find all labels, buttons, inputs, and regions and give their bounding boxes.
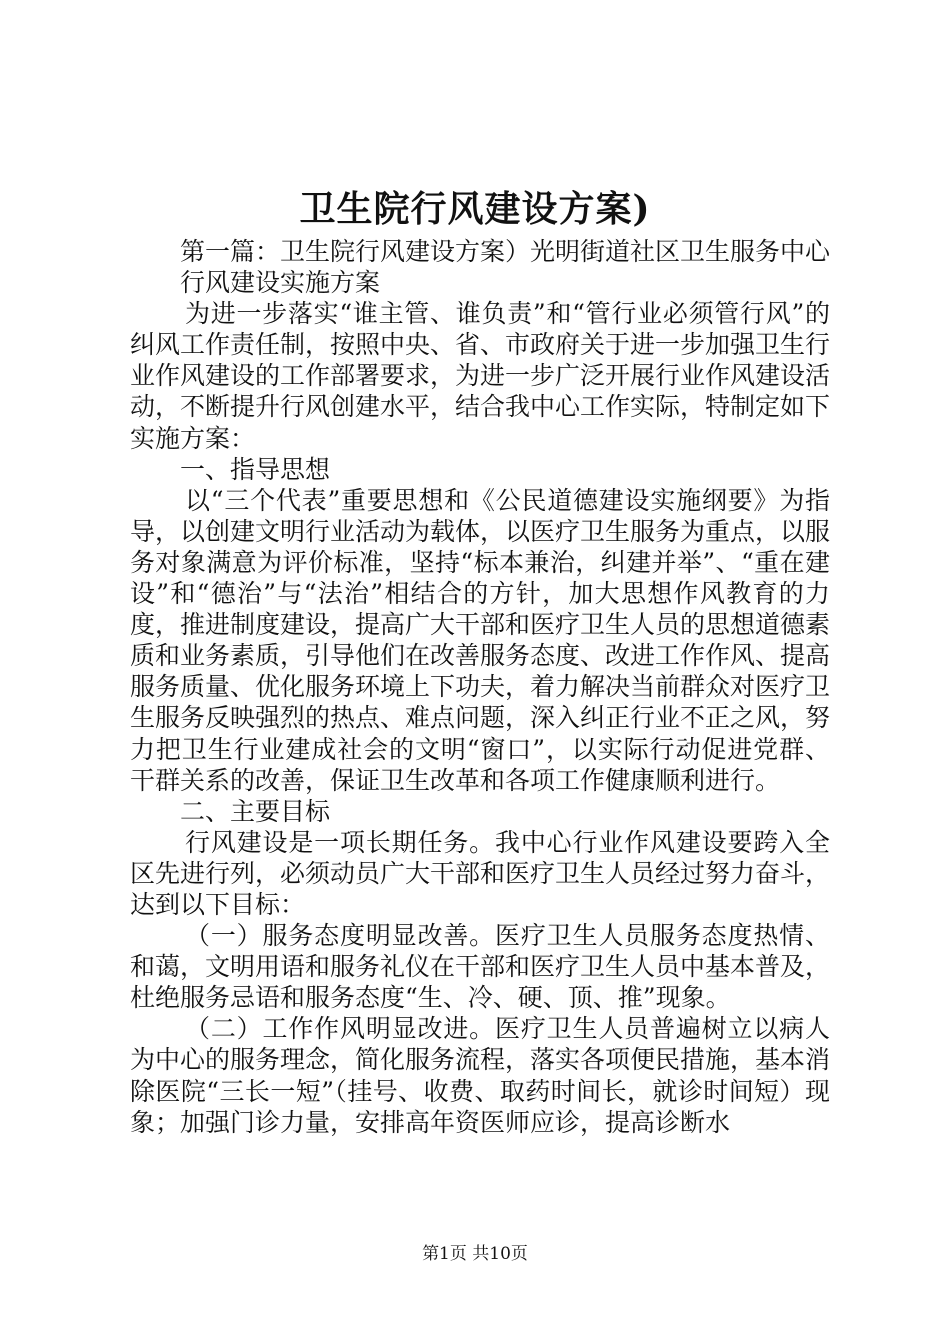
paragraph-goal-1: （一）服务态度明显改善。医疗卫生人员服务态度热情、和蔼，文明用语和服务礼仪在干部和医疗卫生人员中基本普及，杜绝服务忌语和服务态度“生、冷、硬、顶、推”现象。 <box>130 921 831 1013</box>
document-body <box>130 236 830 1138</box>
document-title: 卫生院行风建设方案) <box>299 188 651 230</box>
paragraph-heading-first-part: 第一篇：卫生院行风建设方案）光明街道社区卫生服务中心 <box>180 237 831 266</box>
section-heading-main-goals: 二、主要目标 <box>180 796 331 826</box>
paragraph-guiding-ideology: 以“三个代表”重要思想和《公民道德建设实施纲要》为指导，以创建文明行业活动为载体，以医疗卫生服务为重点，以服务对象满意为评价标准，坚持“标本兼治，纠建并举”、“重在建设”和“德治”与“法治”相结合的方针，加大思想作风教育的力度，推进制度建设，提高广大干部和医疗卫生人员的思想道德素质和业务素质，引导他们在改善服务态度、改进工作作风、提高服务质量、优化服务环境上下功夫，着力解决当前群众对医疗卫生服务反映强烈的热点、难点问题，深入纠正行业不正之风，努力把卫生行业建成社会的文明“窗口”，以实际行动促进党群、干群关系的改善，保证卫生改革和各项工作健康顺利进行。 <box>130 485 831 795</box>
paragraph-main-goals: 行风建设是一项长期任务。我中心行业作风建设要跨入全区先进行列，必须动员广大干部和医疗卫生人员经过努力奋斗，达到以下目标： <box>130 827 831 919</box>
section-heading-guiding-ideology: 一、指导思想 <box>180 454 331 484</box>
paragraph-intro: 为进一步落实“谁主管、谁负责”和“管行业必须管行风”的纠风工作责任制，按照中央、省、市政府关于进一步加强卫生行业作风建设的工作部署要求，为进一步广泛开展行业作风建设活动，不断提升行风创建水平，结合我中心工作实际，特制定如下实施方案： <box>130 299 831 453</box>
page-number-footer: 第1页 共10页 <box>422 1244 528 1264</box>
paragraph-plan-title: 行风建设实施方案 <box>180 268 381 298</box>
paragraph-goal-2: （二）工作作风明显改进。医疗卫生人员普遍树立以病人为中心的服务理念，简化服务流程，落实各项便民措施，基本消除医院“三长一短”（挂号、收费、取药时间长，就诊时间短）现象；加强门诊力量，安排高年资医师应诊，提高诊断水 <box>130 1014 831 1137</box>
